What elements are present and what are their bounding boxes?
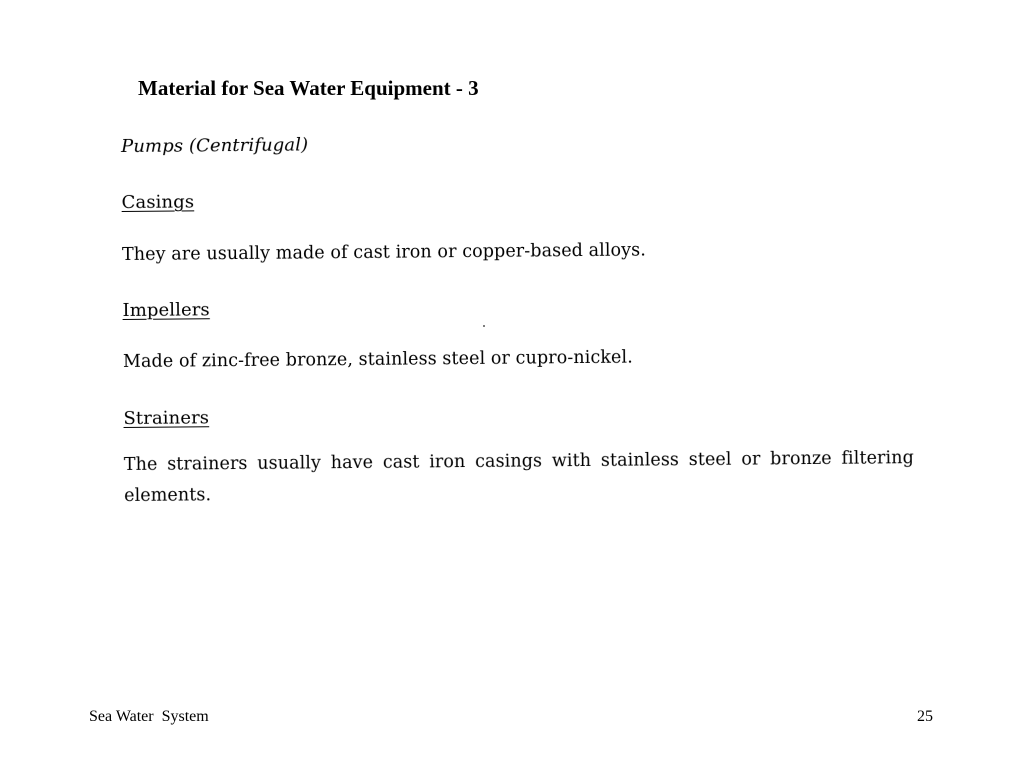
paragraph-impellers: Made of zinc-free bronze, stainless steel or cupro-nickel. — [122, 347, 633, 372]
paragraph-strainers: The strainers usually have cast iron casings with stainless steel or bronze filtering elements. — [123, 448, 914, 506]
page-number: 25 — [917, 708, 933, 725]
paragraph-casings: They are usually made of cast iron or copper-based alloys. — [121, 240, 647, 265]
scanned-document-excerpt — [121, 129, 921, 506]
heading-strainers: Strainers — [123, 407, 210, 429]
scan-speck — [483, 325, 485, 327]
heading-casings: Casings — [121, 191, 195, 213]
heading-impellers: Impellers — [122, 299, 210, 321]
section-caption: Pumps (Centrifugal) — [121, 134, 309, 157]
slide-title: Material for Sea Water Equipment - 3 — [138, 76, 479, 100]
footer-label: Sea Water System — [89, 708, 209, 725]
